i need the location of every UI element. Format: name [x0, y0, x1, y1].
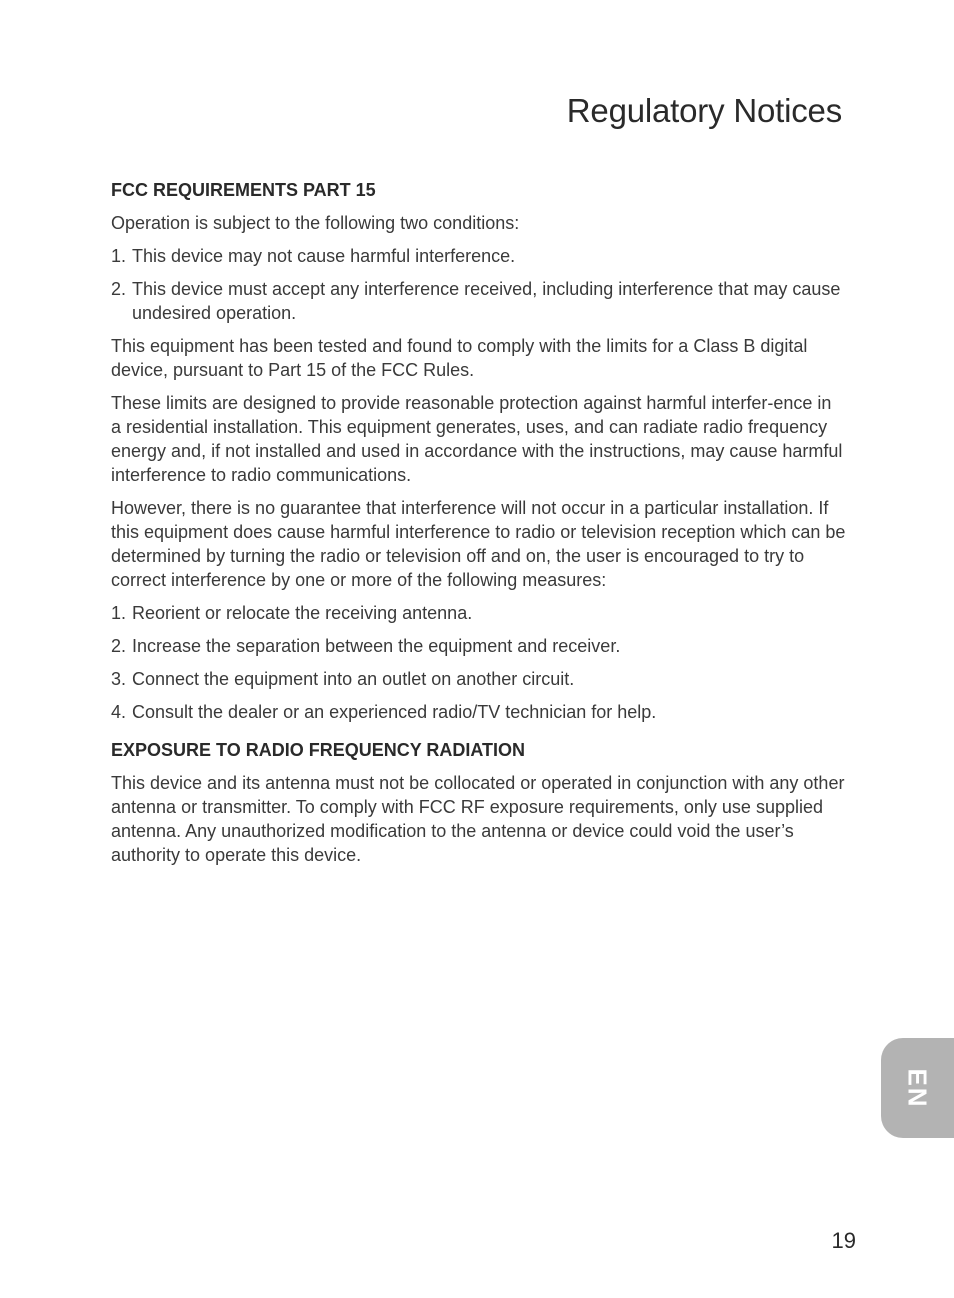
list-item-text: Increase the separation between the equipment and receiver.	[132, 636, 621, 656]
paragraph-no-guarantee: However, there is no guarantee that interference will not occur in a particular installation. If this equipment does cause harmful interference to radio or television reception which can be determined by turning the radio or television off and on, the user is encouraged to try to correct interference by one or more of the following measures:	[111, 498, 846, 590]
list-item-text: Connect the equipment into an outlet on another circuit.	[132, 669, 575, 689]
section-heading-rf-exposure: EXPOSURE TO RADIO FREQUENCY RADIATION	[111, 740, 526, 760]
list-item-text: This device may not cause harmful interference.	[132, 246, 516, 266]
list-item-number: 1.	[111, 603, 127, 623]
list-item-number: 4.	[111, 702, 127, 722]
list-item-number: 2.	[111, 636, 127, 656]
page-title: Regulatory Notices	[566, 92, 842, 129]
list-item	[111, 667, 846, 691]
paragraph-limits: These limits are designed to provide reasonable protection against harmful interfer-ence in a residential installation. This equipment generates, uses, and can radiate radio frequency energy and, if not installed and used in accordance with the instructions, may cause harmful interference to radio communications.	[111, 393, 843, 485]
list-item-text: This device must accept any interference received, including interference that may cause undesired operation.	[132, 279, 841, 323]
language-tab-label: EN	[903, 1067, 933, 1109]
paragraph-rf-exposure: This device and its antenna must not be collocated or operated in conjunction with any other antenna or transmitter. To comply with FCC RF exposure requirements, only use supplied antenna. Any unauthorized modification to the antenna or device could void the user’s authority to operate this device.	[111, 773, 845, 865]
list-item	[111, 277, 846, 325]
list-item	[111, 244, 846, 268]
list-item	[111, 601, 846, 625]
page-number: 19	[831, 1228, 856, 1253]
list-item-text: Consult the dealer or an experienced radio/TV technician for help.	[132, 702, 657, 722]
list-item-number: 3.	[111, 669, 127, 689]
section-heading-fcc: FCC REQUIREMENTS PART 15	[111, 180, 376, 200]
conditions-intro: Operation is subject to the following two conditions:	[111, 213, 520, 233]
document-body	[111, 178, 846, 876]
language-tab	[881, 1038, 954, 1138]
list-item-text: Reorient or relocate the receiving antenna.	[132, 603, 473, 623]
paragraph-class-b: This equipment has been tested and found to comply with the limits for a Class B digital device, pursuant to Part 15 of the FCC Rules.	[111, 336, 808, 380]
list-item	[111, 700, 846, 724]
list-item	[111, 634, 846, 658]
list-item-number: 1.	[111, 246, 127, 266]
list-item-number: 2.	[111, 279, 127, 299]
